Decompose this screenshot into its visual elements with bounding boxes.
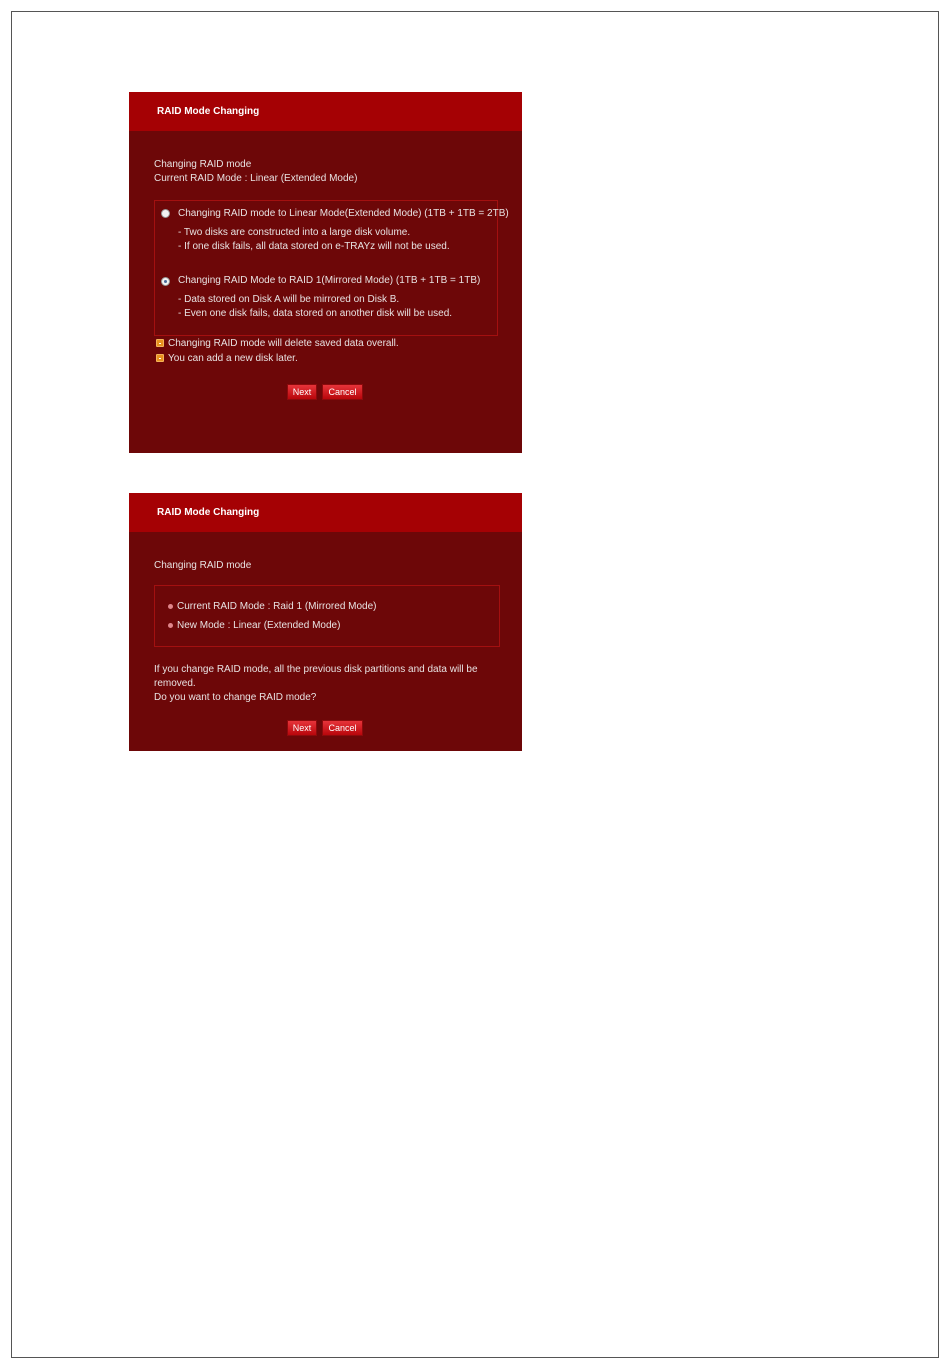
raid-mode-dialog-confirm [129, 493, 522, 751]
warning-icon [156, 354, 164, 362]
cancel-button[interactable]: Cancel [322, 720, 363, 736]
warning-text: If you change RAID mode, all the previous disk partitions and data will be [154, 664, 478, 675]
current-mode-text: Current RAID Mode : Linear (Extended Mode) [154, 173, 358, 184]
dialog-title: RAID Mode Changing [129, 493, 522, 532]
radio-raid1-mode[interactable] [161, 277, 170, 286]
mode-options-box [154, 200, 509, 336]
option-linear-label[interactable]: Changing RAID mode to Linear Mode(Extended Mode) (1TB + 1TB = 2TB) [178, 208, 509, 219]
bullet-icon [168, 623, 173, 628]
dialog-heading: Changing RAID mode [154, 560, 252, 571]
note-text: Changing RAID mode will delete saved data overall. [168, 338, 399, 349]
option-linear-detail: - If one disk fails, all data stored on e-TRAYz will not be used. [178, 241, 450, 252]
radio-linear-mode[interactable] [161, 209, 170, 218]
next-button[interactable]: Next [287, 720, 317, 736]
option-raid1-label[interactable]: Changing RAID Mode to RAID 1(Mirrored Mode) (1TB + 1TB = 1TB) [178, 275, 481, 286]
option-linear-detail: - Two disks are constructed into a large disk volume. [178, 227, 411, 238]
summary-new-mode: New Mode : Linear (Extended Mode) [177, 620, 341, 631]
bullet-icon [168, 604, 173, 609]
cancel-button[interactable]: Cancel [322, 384, 363, 400]
option-raid1-detail: - Even one disk fails, data stored on another disk will be used. [178, 308, 453, 319]
raid-mode-dialog-select [129, 92, 522, 453]
warning-text: removed. [154, 678, 196, 689]
dialog-heading: Changing RAID mode [154, 159, 252, 170]
note-text: You can add a new disk later. [168, 353, 298, 364]
next-button[interactable]: Next [287, 384, 317, 400]
warning-icon [156, 339, 164, 347]
confirm-question: Do you want to change RAID mode? [154, 692, 317, 703]
option-raid1-detail: - Data stored on Disk A will be mirrored on Disk B. [178, 294, 400, 305]
summary-current-mode: Current RAID Mode : Raid 1 (Mirrored Mode) [177, 601, 377, 612]
dialog-title: RAID Mode Changing [129, 92, 522, 131]
mode-summary-box [154, 585, 500, 647]
